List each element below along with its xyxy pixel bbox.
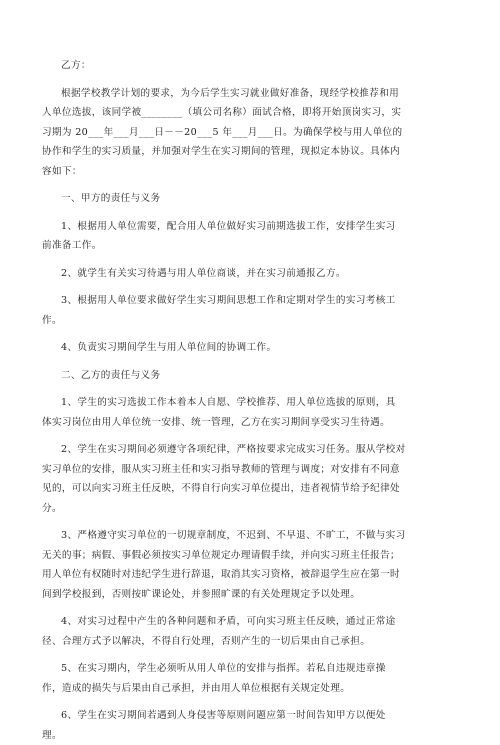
paragraph-line: 用人单位有权随时对违纪学生进行辞退，取消其实习资格，被辞退学生应在第一时 <box>42 565 464 585</box>
paragraph-line: 3、严格遵守实习单位的一切规章制度，不迟到、不早退、不旷工，不做与实习 <box>42 526 464 546</box>
paragraph-line: 径、合理方式予以解决，不得自行处理，否则产生的一切后果由自己承担。 <box>42 632 464 652</box>
paragraph-line: 见的，可以向实习班主任反映，不得自行向实习单位提出，违者视情节给予纪律处 <box>42 479 464 499</box>
paragraph-line: 协作和学生的实习质量，并加强对学生在实习期间的管理，现拟定本协议。具体内 <box>42 142 464 162</box>
party-b-label: 乙方： <box>42 56 464 76</box>
paragraph-line: 2、学生在实习期间必须遵守各项纪律，严格按要求完成实习任务。服从学校对 <box>42 440 464 460</box>
paragraph-line: 间到学校报到，否则按旷课论处，并参照旷课的有关处理规定予以处理。 <box>42 585 464 605</box>
paragraph-line: 作。 <box>42 311 464 331</box>
clause-b3 <box>42 526 464 604</box>
clause-a2 <box>42 264 464 284</box>
paragraph-line: 实习单位的安排，服从实习班主任和实习指导教师的管理与调度；对安排有不同意 <box>42 460 464 480</box>
paragraph-line: 无关的事；病假、事假必须按实习单位规定办理请假手续，并向实习班主任报告； <box>42 546 464 566</box>
clause-b2 <box>42 440 464 518</box>
paragraph-line: 根据学校教学计划的要求，为今后学生实习就业做好准备，现经学校推荐和用 <box>42 84 464 104</box>
paragraph-line: 2、就学生有关实习待遇与用人单位商谈，并在实习前通报乙方。 <box>42 264 464 284</box>
section-b-title: 二、乙方的责任与义务 <box>42 366 464 386</box>
paragraph-line: 习期为 20___年___月___日－－20___5 年___月___日。为确保学校与用人单位的 <box>42 123 464 143</box>
intro-paragraph <box>42 84 464 182</box>
paragraph-line: 作，造成的损失与后果由自己承担，并由用人单位根据有关规定处理。 <box>42 679 464 699</box>
clause-b6 <box>42 706 464 745</box>
paragraph-line: 4、对实习过程中产生的各种问题和矛盾，可向实习班主任反映，通过正常途 <box>42 612 464 632</box>
paragraph-line: 分。 <box>42 499 464 519</box>
clause-a1 <box>42 217 464 256</box>
paragraph-line: 容如下： <box>42 162 464 182</box>
paragraph-line: 前准备工作。 <box>42 236 464 256</box>
paragraph-line: 体实习岗位由用人单位统一安排、统一管理，乙方在实习期间享受实习生待遇。 <box>42 413 464 433</box>
paragraph-line: 6、学生在实习期间若遇到人身侵害等原则问题应第一时间告知甲方以便处 <box>42 706 464 726</box>
paragraph-line: 人单位选拔，该同学被________（填公司名称）面试合格，即将开始顶岗实习，实 <box>42 103 464 123</box>
paragraph-line: 1、学生的实习选拔工作本着本人自愿、学校推荐、用人单位选拔的原则，具 <box>42 393 464 413</box>
clause-a3 <box>42 291 464 330</box>
clause-b1 <box>42 393 464 432</box>
clause-b4 <box>42 612 464 651</box>
paragraph-line: 理。 <box>42 726 464 745</box>
clause-b5 <box>42 659 464 698</box>
clause-a4 <box>42 338 464 358</box>
paragraph-line: 4、负责实习期间学生与用人单位间的协调工作。 <box>42 338 464 358</box>
paragraph-line: 1、根据用人单位需要，配合用人单位做好实习前期选拔工作，安排学生实习 <box>42 217 464 237</box>
section-a-title: 一、甲方的责任与义务 <box>42 189 464 209</box>
paragraph-line: 3、根据用人单位要求做好学生实习期间思想工作和定期对学生的实习考核工 <box>42 291 464 311</box>
paragraph-line: 5、在实习期内，学生必须听从用人单位的安排与指挥。若私自违规违章操 <box>42 659 464 679</box>
